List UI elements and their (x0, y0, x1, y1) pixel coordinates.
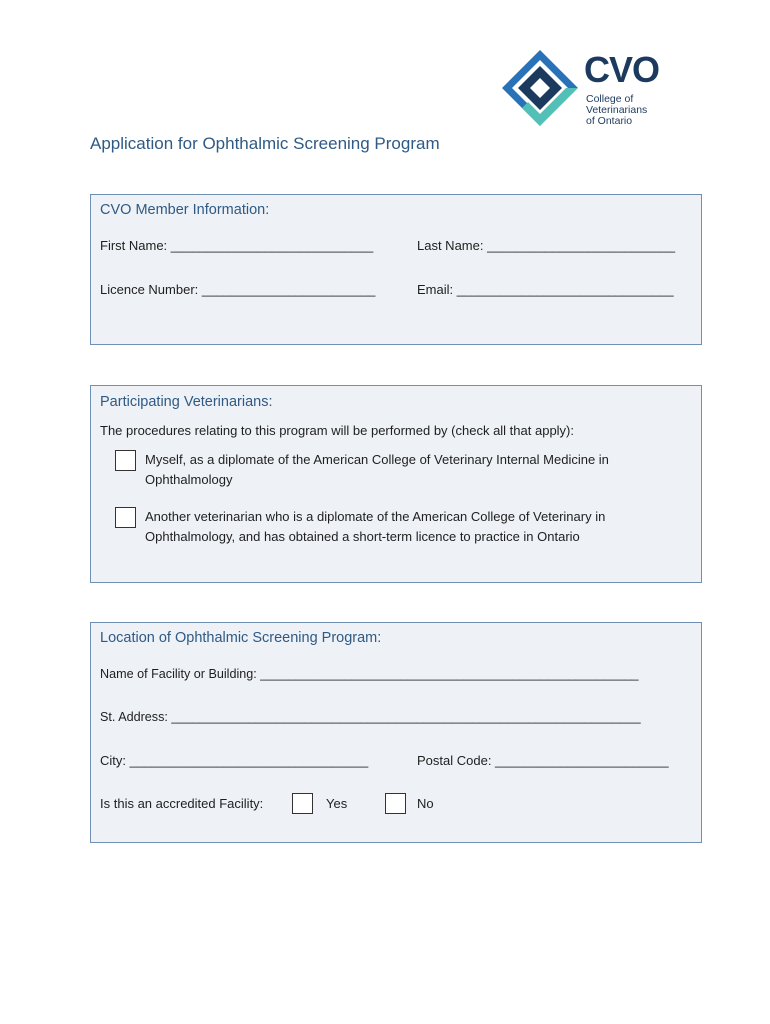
checkbox-accredited-yes[interactable] (292, 793, 313, 814)
location-section (90, 622, 702, 843)
postal-code-field[interactable]: Postal Code: ________________________ (417, 753, 669, 768)
accredited-no-label: No (417, 796, 434, 811)
cvo-logo (500, 48, 680, 130)
checkbox-accredited-no[interactable] (385, 793, 406, 814)
participating-vets-section (90, 385, 702, 583)
checkbox-another-vet[interactable] (115, 507, 136, 528)
option-myself-line2: Ophthalmology (145, 472, 233, 487)
cvo-logo-mark-icon (500, 48, 580, 128)
location-heading: Location of Ophthalmic Screening Program: (100, 630, 382, 646)
option-myself-text (145, 450, 609, 490)
last-name-field[interactable]: Last Name: __________________________ (417, 238, 676, 253)
member-info-section (90, 194, 702, 345)
checkbox-myself[interactable] (115, 450, 136, 471)
licence-number-field[interactable]: Licence Number: ________________________ (100, 282, 376, 297)
city-field[interactable]: City: _________________________________ (100, 753, 369, 768)
participating-vets-heading: Participating Veterinarians: (100, 394, 273, 410)
option-another-vet-line1: Another veterinarian who is a diplomate of the American College of Veterinary in (145, 509, 606, 524)
accredited-label: Is this an accredited Facility: (100, 796, 264, 811)
page-title: Application for Ophthalmic Screening Program (90, 134, 440, 153)
email-field[interactable]: Email: ______________________________ (417, 282, 674, 297)
member-info-heading: CVO Member Information: (100, 202, 270, 218)
logo-subtitle: College of Veterinarians of Ontario (586, 93, 648, 127)
street-address-field[interactable]: St. Address: ___________________________________________________________________ (100, 710, 641, 724)
first-name-field[interactable]: First Name: ____________________________ (100, 238, 374, 253)
accredited-yes-label: Yes (326, 796, 348, 811)
option-another-vet-line2: Ophthalmology, and has obtained a short-term licence to practice in Ontario (145, 529, 580, 544)
facility-name-field[interactable]: Name of Facility or Building: ______________________________________________________ (100, 667, 639, 681)
logo-wordmark: CVO (584, 49, 660, 90)
participating-vets-intro: The procedures relating to this program will be performed by (check all that apply): (100, 423, 574, 438)
option-another-vet-text (145, 507, 605, 547)
option-myself-line1: Myself, as a diplomate of the American College of Veterinary Internal Medicine in (145, 452, 609, 467)
